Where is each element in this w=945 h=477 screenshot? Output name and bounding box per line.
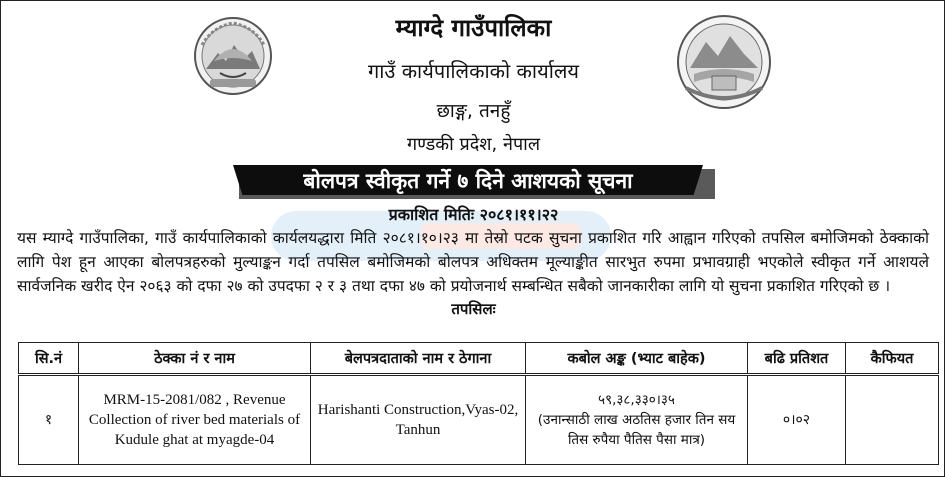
notice-title: बोलपत्र स्वीकृत गर्ने ७ दिने आशयको सूचना (303, 169, 633, 193)
office-name: गाउँ कार्यपालिकाको कार्यालय (367, 59, 580, 83)
notice-title-banner (233, 163, 715, 199)
notice-body: यस म्याग्दे गाउँपालिका, गाउँ कार्यपालिकाको कार्यलयद्धारा मिति २०८१।१०।२३ मा तेस्रो पटक सुचना प्रकाशित गरि आह्वान गरिएको तपसिल बमोजिमको ठेक्काको लागि पेश हून आएका बोलपत्रहरुको मुल्याङ्कन गर्दा तपसिल बमोजिमको बोलपत्र अधिक्तम मूल्याङ्कीत सारभुत रुपमा प्रभावग्राही भएकोले स्वीकृत गर्ने आशयले सार्वजनिक खरीद ऐन २०६३ को दफा २७ को उपदफा २ र ३ तथा दफा ४७ को प्रयोजनार्थ सम्बन्धित सबैको जानकारीका लागि यो सुचना प्रकाशित गरिएको छ । (17, 229, 929, 295)
cell-sn: १ (19, 375, 79, 465)
cell-bidder: Harishanti Construction,Vyas-02, Tanhun (311, 375, 526, 465)
published-date: प्रकाशित मितिः २०८१।११।२२ (388, 205, 559, 224)
table-row (19, 375, 939, 465)
bid-details-table (18, 342, 939, 465)
cell-amount (526, 375, 748, 465)
office-place: छाङ्ग, तनहुँ (436, 100, 511, 122)
details-heading: तपसिलः (451, 300, 496, 318)
cell-percent: ०।०२ (748, 375, 846, 465)
column-header-bidder: बेलपत्रदाताको नाम र ठेगाना (311, 343, 526, 375)
municipality-title: म्याग्दे गाउँपालिका (395, 14, 552, 42)
column-header-percent: बढि प्रतिशत (748, 343, 846, 375)
column-header-sn: सि.नं (19, 343, 79, 375)
column-header-amount: कबोल अङ्क (भ्याट बाहेक) (526, 343, 748, 375)
column-header-remarks: कैफियत (846, 343, 939, 375)
province-name: गण्डकी प्रदेश, नेपाल (406, 134, 541, 155)
amount-in-words: (उनान्साठी लाख अठतिस हजार तिन सय तिस रुपैया पैतिस पैसा मात्र) (537, 412, 736, 448)
column-header-contract: ठेक्का नं र नाम (79, 343, 311, 375)
amount-figure: ५९,३८,३३०।३५ (598, 392, 675, 408)
cell-remarks (846, 375, 939, 465)
table-header-row (19, 343, 939, 375)
cell-contract: MRM-15-2081/082 , Revenue Collection of river bed materials of Kudule ghat at myagde-04 (79, 375, 311, 465)
